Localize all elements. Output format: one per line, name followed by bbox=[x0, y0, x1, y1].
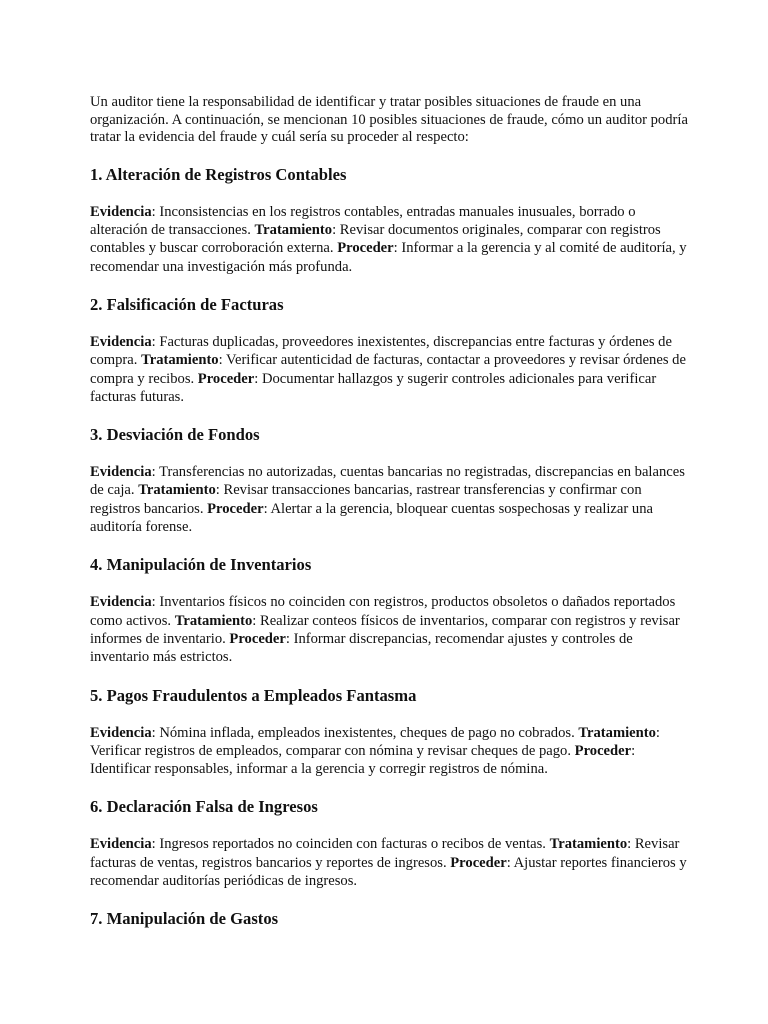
tratamiento-text: : Revisar transacciones bancarias, rastrear transferencias y confirmar con registros bancarios. bbox=[90, 482, 642, 517]
proceder-label: Proceder bbox=[229, 630, 286, 647]
evidencia-text: : Transferencias no autorizadas, cuentas bancarias no registradas, discrepancias en balances de caja. bbox=[90, 464, 685, 499]
evidencia-label: Evidencia bbox=[90, 333, 152, 350]
tratamiento-label: Tratamiento bbox=[549, 836, 628, 853]
proceder-text: : Informar discrepancias, recomendar ajustes y controles de inventario más estrictos. bbox=[90, 630, 633, 666]
tratamiento-text: : Verificar registros de empleados, comparar con nómina y revisar cheques de pago. bbox=[90, 724, 660, 759]
proceder-label: Proceder bbox=[574, 742, 632, 759]
section-body-1 bbox=[90, 203, 690, 276]
section-body-5 bbox=[90, 724, 690, 779]
tratamiento-label: Tratamiento bbox=[174, 612, 253, 629]
tratamiento-text: : Revisar facturas de ventas, registros bancarios y reportes de ingresos. bbox=[90, 836, 680, 871]
evidencia-label: Evidencia bbox=[90, 203, 152, 220]
section-body-4 bbox=[90, 593, 690, 666]
proceder-text: : Documentar hallazgos y sugerir controles adicionales para verificar facturas futuras. bbox=[90, 370, 657, 405]
proceder-label: Proceder bbox=[450, 854, 507, 871]
section-body-3 bbox=[90, 463, 690, 536]
section-body-2 bbox=[90, 333, 690, 406]
section-title-4: 4. Manipulación de Inventarios bbox=[90, 555, 312, 575]
evidencia-label: Evidencia bbox=[90, 836, 152, 853]
tratamiento-label: Tratamiento bbox=[254, 222, 333, 239]
proceder-label: Proceder bbox=[337, 240, 394, 257]
section-title-6: 6. Declaración Falsa de Ingresos bbox=[90, 797, 318, 817]
tratamiento-text: : Realizar conteos físicos de inventarios, comparar con registros y revisar informes de inventario. bbox=[90, 612, 680, 647]
evidencia-text: : Facturas duplicadas, proveedores inexistentes, discrepancias entre facturas y órdenes de compra. bbox=[90, 333, 672, 369]
section-title-5: 5. Pagos Fraudulentos a Empleados Fantasma bbox=[90, 685, 417, 705]
proceder-label: Proceder bbox=[207, 500, 264, 517]
proceder-label: Proceder bbox=[197, 370, 255, 387]
proceder-text: : Informar a la gerencia y al comité de auditoría, y recomendar una investigación más profunda. bbox=[90, 240, 687, 275]
evidencia-text: : Ingresos reportados no coinciden con facturas o recibos de ventas. bbox=[151, 836, 550, 853]
evidencia-text: : Inventarios físicos no coinciden con registros, productos obsoletos o dañados reportados como activos. bbox=[90, 594, 676, 629]
section-title-3: 3. Desviación de Fondos bbox=[90, 425, 260, 445]
evidencia-text: : Inconsistencias en los registros contables, entradas manuales inusuales, borrado o alteración de transacciones. bbox=[90, 203, 636, 239]
section-title-2: 2. Falsificación de Facturas bbox=[90, 294, 284, 314]
evidencia-label: Evidencia bbox=[90, 464, 152, 481]
tratamiento-text: : Revisar documentos originales, comparar con registros contables y buscar corroboración externa. bbox=[90, 222, 661, 257]
section-title-1: 1. Alteración de Registros Contables bbox=[90, 164, 347, 184]
document-page bbox=[90, 94, 690, 947]
section-body-6 bbox=[90, 835, 690, 890]
tratamiento-label: Tratamiento bbox=[141, 352, 219, 369]
tratamiento-text: : Verificar autenticidad de facturas, contactar a proveedores y revisar órdenes de compra y recibos. bbox=[90, 352, 686, 387]
evidencia-label: Evidencia bbox=[90, 594, 152, 611]
intro-paragraph: Un auditor tiene la responsabilidad de identificar y tratar posibles situaciones de fraude en una organización. A continuación, se mencionan 10 posibles situaciones de fraude, cómo un auditor podría tratar la evidencia del fraude y cuál sería su proceder al respecto: bbox=[90, 94, 688, 146]
section-title-7: 7. Manipulación de Gastos bbox=[90, 909, 279, 929]
tratamiento-label: Tratamiento bbox=[138, 482, 216, 499]
proceder-text: : Alertar a la gerencia, bloquear cuentas sospechosas y realizar una auditoría forense. bbox=[90, 500, 653, 536]
evidencia-text: : Nómina inflada, empleados inexistentes, cheques de pago no cobrados. bbox=[151, 724, 579, 741]
evidencia-label: Evidencia bbox=[90, 724, 152, 741]
proceder-text: : Ajustar reportes financieros y recomendar auditorías periódicas de ingresos. bbox=[90, 854, 687, 890]
proceder-text: : Identificar responsables, informar a la gerencia y corregir registros de nómina. bbox=[90, 742, 636, 778]
tratamiento-label: Tratamiento bbox=[578, 724, 656, 741]
